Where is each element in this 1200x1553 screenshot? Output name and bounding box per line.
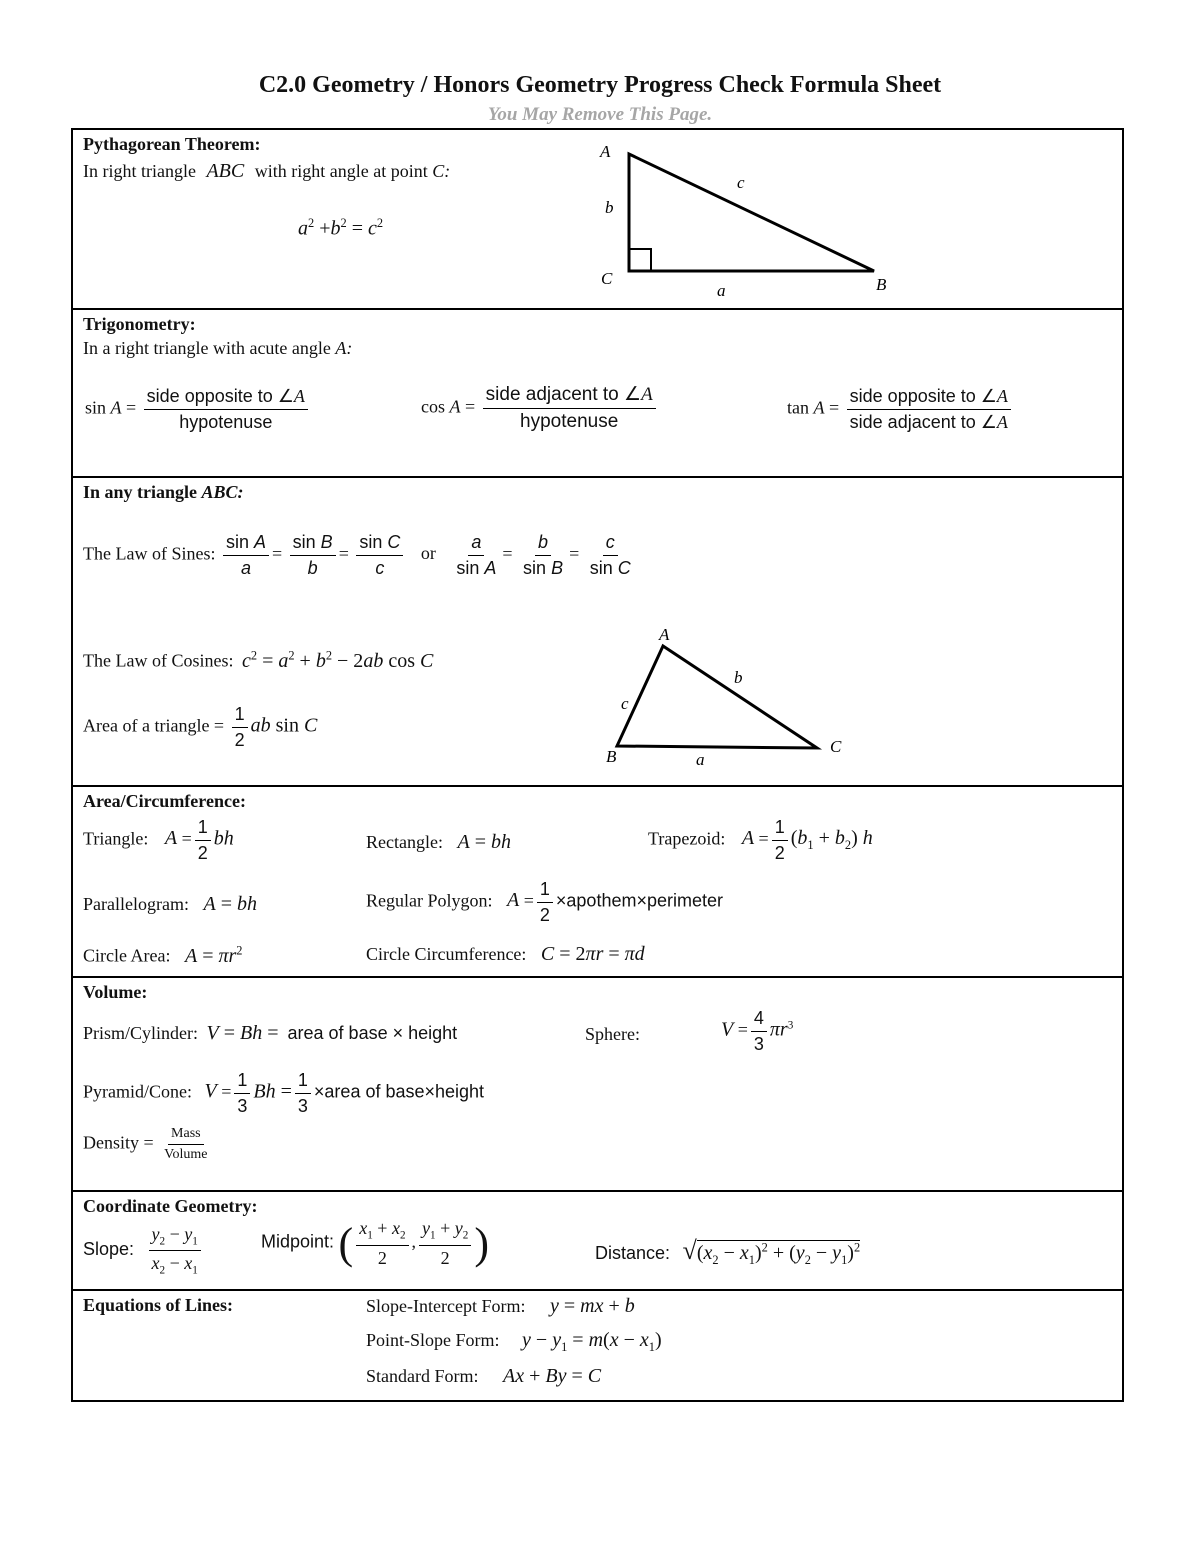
coordinate-geometry-section (71, 1190, 1124, 1291)
triangle-area: Triangle: A = $\frac{1}{2}$ bh (83, 817, 234, 863)
circle-area: Circle Area: $A = \pi r^2$ (83, 943, 243, 967)
pythagorean-heading: Pythagorean Theorem: (83, 134, 261, 154)
volume-section (71, 976, 1124, 1192)
right-triangle-diagram (588, 138, 968, 308)
standard-form: Standard Form: Ax + By = C (366, 1365, 602, 1387)
side-label-a: a (696, 750, 705, 769)
cosine-formula: cos A = $\frac{\text{side adjacent to ∠A}}{\text{hypotenuse}}$ (421, 384, 659, 433)
density-formula: Density = $\frac{\text{Mass}}{\text{Volume}}$ (83, 1126, 208, 1163)
vertex-label-A: A (600, 142, 611, 161)
rectangle-area: Rectangle: A = bh (366, 831, 511, 853)
slope-formula: Slope: $\frac{y_2 - y_1}{x_2 - x_1}$ (83, 1224, 204, 1278)
sphere-label: Sphere: (585, 1024, 640, 1044)
side-label-c: c (621, 694, 629, 713)
page-subtitle: You May Remove This Page. (487, 104, 713, 125)
pyramid-volume: Pyramid/Cone: V = $\frac{1}{3}$ Bh = $\frac{1}{3}$ ×area of base×height (83, 1070, 485, 1116)
coordinate-heading: Coordinate Geometry: (83, 1196, 258, 1216)
pythagorean-intro: In right triangle ABC with right angle at point C: (83, 160, 451, 182)
law-of-sines: The Law of Sines: $\frac{\text{sin A}}{a}$ = $\frac{\text{sin B}}{b}$ = $\frac{\text{sin C}}{c}$ or $\frac{a}{\text{sin A}}$ = $\frac{b}{\text{sin B}}$ = $\frac{c}{\text{sin C}}$ (83, 532, 631, 578)
lines-heading: Equations of Lines: (83, 1295, 234, 1315)
vertex-label-A: A (659, 625, 670, 644)
sphere-volume: V = $\frac{4}{3}$ $\pi r^3$ (721, 1008, 794, 1054)
right-triangle-shape (629, 154, 874, 271)
point-slope-form: Point-Slope Form: $y - y_1 = m(x - x_1)$ (366, 1329, 662, 1354)
trigonometry-section (71, 308, 1124, 478)
side-label-c: c (737, 173, 745, 192)
pythagorean-formula: $a^2 +b^2 = c^2$ (298, 216, 384, 240)
parallelogram-area: Parallelogram: A = bh (83, 893, 257, 915)
trig-intro: In a right triangle with acute angle A: (83, 338, 353, 358)
area-heading: Area/Circumference: (83, 791, 246, 811)
any-triangle-heading: In any triangle ABC: (83, 482, 244, 502)
triangle-area-formula: Area of a triangle = $\frac{1}{2}$ ab sin C (83, 704, 318, 750)
law-of-cosines: The Law of Cosines: $c^2 = a^2 + b^2 - 2ab$ cos C (83, 648, 434, 672)
trig-heading: Trigonometry: (83, 314, 196, 334)
volume-heading: Volume: (83, 982, 148, 1002)
pythagorean-section (71, 128, 1124, 310)
trapezoid-area: Trapezoid: A = $\frac{1}{2}$ $(b_1 + b_2)$ h (648, 817, 873, 863)
sine-formula: sin A = $\frac{\text{side opposite to ∠A}}{\text{hypotenuse}}$ (85, 386, 311, 432)
right-angle-marker (629, 249, 651, 271)
vertex-label-B: B (606, 747, 617, 766)
equations-of-lines-section (71, 1289, 1124, 1402)
distance-formula: Distance: $√(x_2 - x_1)^2 + (y_2 - y_1)^2$ (595, 1236, 861, 1267)
vertex-label-C: C (601, 269, 613, 288)
prism-volume: Prism/Cylinder: V = Bh = area of base × height (83, 1022, 458, 1044)
oblique-triangle-diagram (593, 618, 933, 778)
vertex-label-C: C (830, 737, 842, 756)
side-label-a: a (717, 281, 726, 300)
regular-polygon-area: Regular Polygon: A = $\frac{1}{2}$ ×apothem×perimeter (366, 879, 724, 925)
side-label-b: b (734, 668, 743, 687)
slope-intercept-form: Slope-Intercept Form: y = mx + b (366, 1295, 635, 1317)
any-triangle-section (71, 476, 1124, 787)
page-title: C2.0 Geometry / Honors Geometry Progress Check Formula Sheet (258, 72, 942, 98)
vertex-label-B: B (876, 275, 887, 294)
midpoint-formula: Midpoint: ( $\frac{x_1 + x_2}{2}$ , $\frac{y_1 + y_2}{2}$ ) (261, 1218, 489, 1268)
side-label-b: b (605, 198, 614, 217)
area-circumference-section (71, 785, 1124, 978)
circle-circumference: Circle Circumference: C = 2πr = πd (366, 943, 645, 965)
oblique-triangle-shape (617, 646, 817, 748)
tangent-formula: tan A = $\frac{\text{side opposite to ∠A}}{\text{side adjacent to ∠A}}$ (787, 386, 1014, 432)
